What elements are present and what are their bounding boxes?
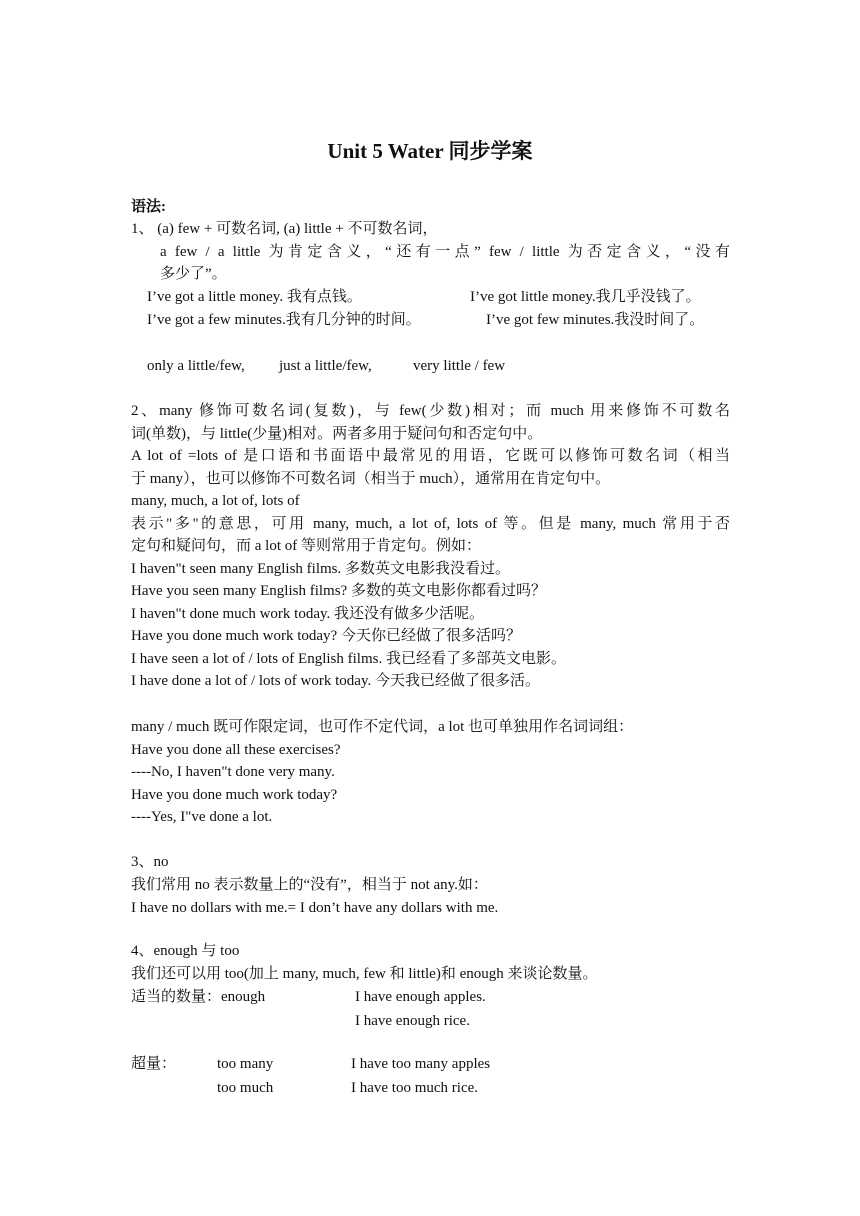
section3-line: I have no dollars with me.= I don’t have any dollars with me. <box>131 900 499 916</box>
example-right: I’ve got few minutes.我没时间了。 <box>486 312 705 328</box>
section2-line: 于 many），也可以修饰不可数名词（相当于 much），通常用在肯定句中。 <box>131 471 611 487</box>
enough-label: 适当的数量：enough <box>131 989 266 1005</box>
section3-line: 我们常用 no 表示数量上的“没有”，相当于 not any.如： <box>131 877 488 893</box>
enough-example: I have enough rice. <box>355 1013 470 1029</box>
example-sentence: Have you done much work today? 今天你已经做了很多活吗？ <box>131 628 521 644</box>
dialog-line: ----No, I haven"t done very many. <box>131 764 335 780</box>
example-left: I’ve got a few minutes.我有几分钟的时间。 <box>147 312 421 328</box>
too-many-example: I have too many apples <box>351 1056 491 1072</box>
dialog-line: ----Yes, I"ve done a lot. <box>131 809 273 825</box>
example-left: I’ve got a little money. 我有点钱。 <box>147 289 362 305</box>
excess-label: 超量： <box>131 1056 177 1072</box>
section2-note: many / much 既可作限定词，也可作不定代词，a lot 也可单独用作名词词组： <box>131 719 634 735</box>
section2-line: 词(单数)，与 little(少量)相对。两者多用于疑问句和否定句中。 <box>131 426 543 442</box>
section2-line: 定句和疑问句，而 a lot of 等则常用于肯定句。例如： <box>131 538 481 554</box>
section2-line: many, much, a lot of, lots of <box>131 493 300 509</box>
example-sentence: Have you seen many English films? 多数的英文电影你都看过吗？ <box>131 583 546 599</box>
section3-heading: 3、no <box>131 854 169 870</box>
dialog-line: Have you done all these exercises? <box>131 742 341 758</box>
section4-line: 我们还可以用 too(加上 many, much, few 和 little)和 enough 来谈论数量。 <box>131 966 598 982</box>
section2-line: 表示"多"的意思，可用 many, much, a lot of, lots of 等。但是 many, much 常用于否 <box>131 516 730 532</box>
example-right: I’ve got little money.我几乎没钱了。 <box>470 289 701 305</box>
section1-explain-line1: a few / a little 为肯定含义，“还有一点” few / little 为否定含义，“没有 <box>160 244 730 260</box>
section1-explain-line2: 多少了”。 <box>160 266 227 282</box>
section4-heading: 4、enough 与 too <box>131 943 240 959</box>
section1-heading: 1、 (a) few + 可数名词, (a) little + 不可数名词， <box>131 221 438 237</box>
section2-line: 2、many 修饰可数名词(复数)，与 few(少数)相对；而 much 用来修饰不可数名 <box>131 403 730 419</box>
phrase: just a little/few, <box>279 358 372 374</box>
page-title: Unit 5 Water 同步学案 <box>327 139 533 163</box>
too-much-label: too much <box>217 1080 274 1096</box>
too-many-label: too many <box>217 1056 274 1072</box>
enough-example: I have enough apples. <box>355 989 486 1005</box>
phrase: only a little/few, <box>147 358 245 374</box>
example-sentence: I have done a lot of / lots of work today. 今天我已经做了很多活。 <box>131 673 540 689</box>
example-sentence: I haven"t done much work today. 我还没有做多少活呢。 <box>131 606 485 622</box>
example-sentence: I have seen a lot of / lots of English films. 我已经看了多部英文电影。 <box>131 651 566 667</box>
too-much-example: I have too much rice. <box>351 1080 479 1096</box>
grammar-heading: 语法: <box>131 199 166 215</box>
dialog-line: Have you done much work today? <box>131 787 338 803</box>
example-sentence: I haven"t seen many English films. 多数英文电影我没看过。 <box>131 561 511 577</box>
phrase: very little / few <box>413 358 506 374</box>
section2-line: A lot of =lots of 是口语和书面语中最常见的用语，它既可以修饰可数名词（相当 <box>131 448 730 464</box>
